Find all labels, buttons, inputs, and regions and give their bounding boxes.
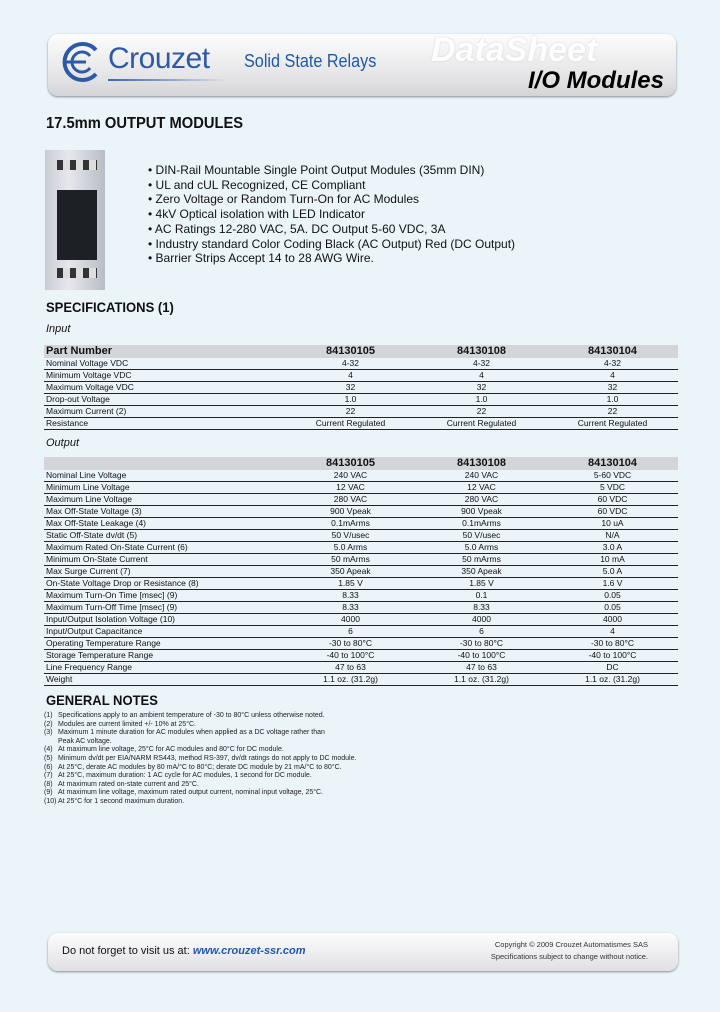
column-header — [44, 457, 285, 470]
note-item — [44, 798, 356, 807]
spec-label: Input/Output Capacitance — [44, 626, 285, 638]
note-number: (1) — [44, 712, 53, 719]
spec-value: 6 — [416, 626, 547, 638]
spec-label: Drop-out Voltage — [44, 394, 285, 406]
header-banner — [48, 34, 676, 96]
spec-value: 8.33 — [416, 602, 547, 614]
feature-item: • UL and cUL Recognized, CE Compliant — [148, 177, 366, 192]
table-row — [44, 518, 678, 530]
column-header: 84130108 — [416, 457, 547, 470]
feature-item: • Barrier Strips Accept 14 to 28 AWG Wire. — [148, 251, 374, 266]
spec-value: 280 VAC — [285, 494, 416, 506]
spec-value: 0.05 — [547, 590, 678, 602]
table-row — [44, 470, 678, 482]
terminal-strip — [57, 268, 97, 278]
spec-value: 10 mA — [547, 554, 678, 566]
spec-value: 4000 — [416, 614, 547, 626]
spec-label: Maximum Line Voltage — [44, 494, 285, 506]
spec-value: 5 VDC — [547, 482, 678, 494]
tagline: Solid State Relays — [244, 51, 377, 71]
spec-label: Maximum Rated On-State Current (6) — [44, 542, 285, 554]
spec-value: -40 to 100°C — [547, 650, 678, 662]
note-text: Peak AC voltage. — [58, 737, 112, 745]
table-row — [44, 418, 678, 430]
spec-value: -30 to 80°C — [547, 638, 678, 650]
spec-value: -30 to 80°C — [416, 638, 547, 650]
spec-label: Storage Temperature Range — [44, 650, 285, 662]
spec-label: Weight — [44, 674, 285, 686]
note-text: Specifications apply to an ambient temperature of -30 to 80°C unless otherwise noted. — [58, 712, 325, 719]
spec-value: Current Regulated — [416, 418, 547, 430]
spec-label: Line Frequency Range — [44, 662, 285, 674]
spec-value: 0.1 — [416, 590, 547, 602]
logo-swoosh — [108, 79, 228, 81]
spec-value: 3.0 A — [547, 542, 678, 554]
spec-value: Current Regulated — [547, 418, 678, 430]
spec-label: On-State Voltage Drop or Resistance (8) — [44, 578, 285, 590]
spec-label: Maximum Turn-On Time [msec] (9) — [44, 590, 285, 602]
note-number: (7) — [44, 772, 53, 780]
note-text: At 25°C for 1 second maximum duration. — [58, 797, 185, 805]
spec-value: 8.33 — [285, 590, 416, 602]
spec-value: 12 VAC — [285, 482, 416, 494]
spec-value: 60 VDC — [547, 506, 678, 518]
column-header: 84130108 — [416, 345, 547, 358]
spec-label: Minimum Voltage VDC — [44, 370, 285, 382]
page-title: 17.5mm OUTPUT MODULES — [46, 115, 244, 132]
spec-value: N/A — [547, 530, 678, 542]
product-image — [45, 150, 105, 290]
spec-value: 350 Apeak — [285, 566, 416, 578]
note-text: Minimum dv/dt per EIA/NARM RS443, method RS-397, dv/dt ratings do not apply to DC module. — [58, 754, 357, 762]
spec-value: 5.0 Arms — [416, 542, 547, 554]
note-item — [44, 729, 356, 738]
table-row — [44, 614, 678, 626]
spec-value: 4 — [285, 370, 416, 382]
spec-value: 4 — [416, 370, 547, 382]
table-header-row — [44, 345, 678, 358]
output-label: Output — [46, 437, 80, 449]
terminal-strip — [57, 160, 97, 170]
spec-value: 1.0 — [285, 394, 416, 406]
table-header-row — [44, 457, 678, 470]
note-text: At maximum rated on-state current and 25°C. — [58, 780, 199, 788]
spec-value: 47 to 63 — [416, 662, 547, 674]
table-row — [44, 554, 678, 566]
column-header: 84130104 — [547, 345, 678, 358]
note-text: Maximum 1 minute duration for AC modules when applied as a DC voltage rather than — [58, 729, 325, 737]
spec-label: Resistance — [44, 418, 285, 430]
notes-heading: GENERAL NOTES — [46, 692, 158, 708]
table-row — [44, 530, 678, 542]
footer-visit — [62, 945, 306, 958]
table-row — [44, 394, 678, 406]
feature-list — [148, 163, 515, 266]
spec-label: Minimum On-State Current — [44, 554, 285, 566]
note-text: At maximum line voltage, maximum rated output current, nominal input voltage, 25°C. — [58, 789, 324, 797]
note-number: (9) — [44, 789, 53, 797]
table-row — [44, 382, 678, 394]
spec-value: 240 VAC — [285, 470, 416, 482]
spec-value: 6 — [285, 626, 416, 638]
table-row — [44, 542, 678, 554]
spec-value: 32 — [547, 382, 678, 394]
spec-value: 900 Vpeak — [416, 506, 547, 518]
spec-value: 900 Vpeak — [285, 506, 416, 518]
feature-item: • AC Ratings 12-280 VAC, 5A. DC Output 5-60 VDC, 3A — [148, 221, 446, 236]
table-row — [44, 406, 678, 418]
spec-value: 4000 — [285, 614, 416, 626]
spec-value: 1.0 — [416, 394, 547, 406]
spec-value: 50 mArms — [416, 554, 547, 566]
note-number: (5) — [44, 754, 53, 762]
table-row — [44, 602, 678, 614]
column-header: 84130105 — [285, 457, 416, 470]
footer-legal — [491, 939, 648, 963]
spec-value: 4 — [547, 370, 678, 382]
brand-name: Crouzet — [108, 42, 210, 75]
input-spec-table — [44, 345, 678, 430]
note-number: (6) — [44, 763, 53, 771]
spec-label: Operating Temperature Range — [44, 638, 285, 650]
spec-value: 5-60 VDC — [547, 470, 678, 482]
spec-value: 5.0 Arms — [285, 542, 416, 554]
feature-item: • Industry standard Color Coding Black (AC Output) Red (DC Output) — [148, 236, 516, 251]
spec-value: 240 VAC — [416, 470, 547, 482]
spec-value: 1.1 oz. (31.2g) — [547, 674, 678, 686]
note-item — [44, 789, 356, 798]
module-window — [57, 190, 97, 260]
spec-value: -40 to 100°C — [416, 650, 547, 662]
visit-text: Do not forget to visit us at: — [62, 945, 193, 957]
spec-label: Nominal Voltage VDC — [44, 358, 285, 370]
table-row — [44, 626, 678, 638]
table-row — [44, 482, 678, 494]
spec-value: 60 VDC — [547, 494, 678, 506]
column-header: Part Number — [44, 345, 285, 358]
spec-value: 280 VAC — [416, 494, 547, 506]
spec-value: 10 uA — [547, 518, 678, 530]
watermark: DataSheet — [431, 34, 598, 69]
spec-value: 4-32 — [416, 358, 547, 370]
note-number — [44, 738, 58, 747]
table-row — [44, 358, 678, 370]
note-item — [44, 746, 356, 755]
spec-value: 50 V/usec — [285, 530, 416, 542]
spec-label: Input/Output Isolation Voltage (10) — [44, 614, 285, 626]
feature-item: • 4kV Optical isolation with LED Indicator — [148, 207, 365, 222]
note-item — [44, 712, 356, 721]
spec-value: 8.33 — [285, 602, 416, 614]
spec-label: Maximum Voltage VDC — [44, 382, 285, 394]
spec-value: 1.85 V — [285, 578, 416, 590]
spec-label: Max Off-State Leakage (4) — [44, 518, 285, 530]
spec-value: 1.1 oz. (31.2g) — [416, 674, 547, 686]
note-item — [44, 764, 356, 773]
spec-value: 5.0 A — [547, 566, 678, 578]
spec-value: 1.0 — [547, 394, 678, 406]
note-item — [44, 721, 356, 730]
feature-item: • DIN-Rail Mountable Single Point Output Modules (35mm DIN) — [148, 163, 485, 177]
spec-label: Minimum Line Voltage — [44, 482, 285, 494]
note-number: (3) — [44, 729, 53, 737]
table-row — [44, 674, 678, 686]
spec-value: 22 — [285, 406, 416, 418]
spec-value: 50 mArms — [285, 554, 416, 566]
note-number: (2) — [44, 720, 53, 728]
spec-value: Current Regulated — [285, 418, 416, 430]
table-row — [44, 494, 678, 506]
spec-label: Static Off-State dv/dt (5) — [44, 530, 285, 542]
spec-value: 47 to 63 — [285, 662, 416, 674]
note-number: (4) — [44, 746, 53, 754]
spec-label: Maximum Current (2) — [44, 406, 285, 418]
table-row — [44, 662, 678, 674]
spec-value: 50 V/usec — [416, 530, 547, 542]
spec-label: Nominal Line Voltage — [44, 470, 285, 482]
crouzet-logo-icon — [60, 40, 104, 84]
feature-item: • Zero Voltage or Random Turn-On for AC Modules — [148, 192, 419, 207]
note-text: Modules are current limited +/- 10% at 25°C. — [58, 720, 197, 728]
input-label: Input — [46, 323, 71, 335]
spec-label: Maximum Turn-Off Time [msec] (9) — [44, 602, 285, 614]
footer-banner — [48, 933, 678, 971]
notes-list — [44, 712, 356, 807]
spec-value: 4 — [547, 626, 678, 638]
spec-value: 1.1 oz. (31.2g) — [285, 674, 416, 686]
spec-value: DC — [547, 662, 678, 674]
spec-value: 0.1mArms — [416, 518, 547, 530]
spec-value: 1.6 V — [547, 578, 678, 590]
note-item — [44, 755, 356, 764]
spec-value: 4-32 — [285, 358, 416, 370]
spec-value: 4-32 — [547, 358, 678, 370]
website-link[interactable]: www.crouzet-ssr.com — [192, 945, 306, 957]
table-row — [44, 578, 678, 590]
table-row — [44, 506, 678, 518]
note-number: (8) — [44, 780, 53, 788]
column-header: 84130105 — [285, 345, 416, 358]
spec-value: -40 to 100°C — [285, 650, 416, 662]
note-text: At 25°C, derate AC modules by 80 mA/°C to 80°C; derate DC module by 21 mA/°C to 80°C. — [58, 763, 342, 771]
note-number: (10) — [44, 797, 57, 805]
note-item — [44, 772, 356, 781]
spec-value: 1.85 V — [416, 578, 547, 590]
specs-heading: SPECIFICATIONS (1) — [46, 299, 174, 315]
spec-value: 350 Apeak — [416, 566, 547, 578]
spec-value: -30 to 80°C — [285, 638, 416, 650]
table-row — [44, 650, 678, 662]
table-row — [44, 638, 678, 650]
spec-label: Max Off-State Voltage (3) — [44, 506, 285, 518]
table-row — [44, 566, 678, 578]
spec-value: 32 — [416, 382, 547, 394]
table-row — [44, 370, 678, 382]
table-row — [44, 590, 678, 602]
spec-value: 32 — [285, 382, 416, 394]
spec-value: 0.1mArms — [285, 518, 416, 530]
copyright: Copyright © 2009 Crouzet Automatismes SAS — [494, 940, 648, 949]
category-title: I/O Modules — [527, 67, 664, 94]
spec-value: 22 — [416, 406, 547, 418]
spec-value: 0.05 — [547, 602, 678, 614]
spec-label: Max Surge Current (7) — [44, 566, 285, 578]
spec-value: 12 VAC — [416, 482, 547, 494]
spec-value: 22 — [547, 406, 678, 418]
disclaimer: Specifications subject to change without notice. — [490, 952, 648, 961]
note-text: At 25°C, maximum duration: 1 AC cycle for AC modules, 1 second for DC module. — [58, 772, 312, 780]
column-header: 84130104 — [547, 457, 678, 470]
spec-value: 4000 — [547, 614, 678, 626]
output-spec-table — [44, 457, 678, 686]
note-text: At maximum line voltage, 25°C for AC modules and 80°C for DC module. — [58, 746, 284, 754]
